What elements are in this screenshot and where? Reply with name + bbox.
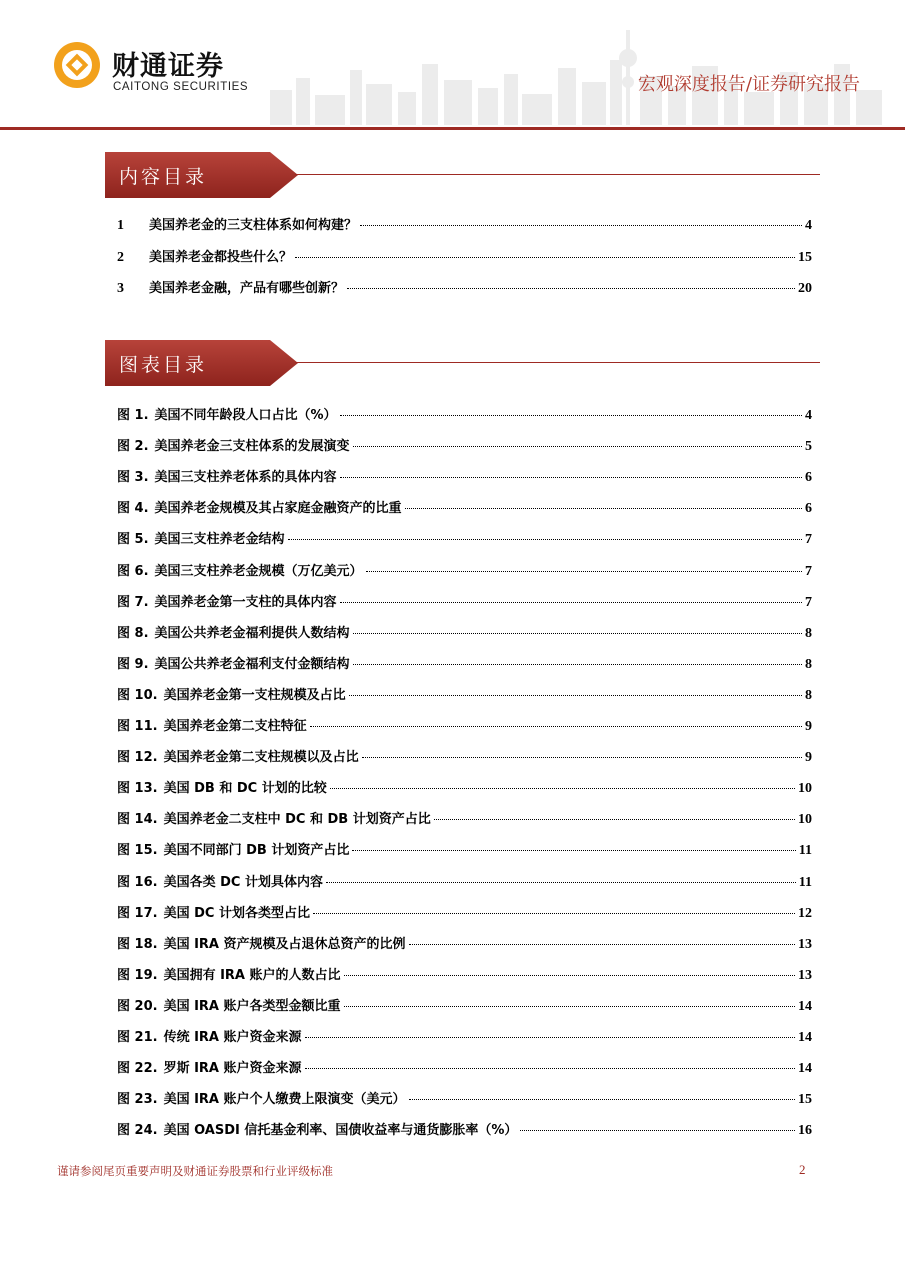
figure-item-label: 图 3. xyxy=(117,470,149,486)
figure-item-page: 14 xyxy=(798,1030,812,1045)
figure-item-title: 美国三支柱养老金结构 xyxy=(154,532,285,548)
header-divider xyxy=(0,127,905,130)
toc-item[interactable] xyxy=(117,214,812,234)
figure-item[interactable] xyxy=(117,871,812,891)
figure-item-title: 美国 OASDI 信托基金利率、国债收益率与通货膨胀率（%） xyxy=(163,1123,518,1139)
dot-leader xyxy=(344,975,795,976)
dot-leader xyxy=(434,819,795,820)
figure-item-page: 12 xyxy=(798,905,812,921)
figure-item[interactable] xyxy=(117,560,812,580)
figure-item-label: 图 6. xyxy=(117,563,149,579)
dot-leader xyxy=(409,944,795,945)
figure-item-page: 13 xyxy=(798,936,812,952)
figure-item-label: 图 9. xyxy=(117,656,149,672)
dot-leader xyxy=(340,477,802,478)
figure-item-page: 9 xyxy=(805,750,812,766)
figure-item-label: 图 7. xyxy=(117,594,149,610)
figure-item-label: 图 8. xyxy=(117,625,149,641)
figure-item-page: 8 xyxy=(805,687,812,703)
figure-item-title: 美国养老金二支柱中 DC 和 DB 计划资产占比 xyxy=(163,812,431,828)
figure-item[interactable] xyxy=(117,653,812,673)
figure-item-page: 4 xyxy=(805,408,812,423)
toc-item[interactable] xyxy=(117,277,812,297)
logo-chinese-name: 财通证券 xyxy=(112,51,224,82)
figure-item-title: 传统 IRA 账户资金来源 xyxy=(163,1030,302,1045)
figure-item-page: 7 xyxy=(805,532,812,548)
figure-item[interactable] xyxy=(117,839,812,859)
figure-item[interactable] xyxy=(117,1057,812,1077)
figure-item[interactable] xyxy=(117,933,812,953)
dot-leader xyxy=(326,882,796,883)
figure-item[interactable] xyxy=(117,622,812,642)
dot-leader xyxy=(353,664,802,665)
figure-item-title: 美国养老金第一支柱的具体内容 xyxy=(154,594,337,610)
figure-item-title: 美国不同年龄段人口占比（%） xyxy=(154,408,337,423)
figure-item-page: 7 xyxy=(805,594,812,610)
figure-item-title: 美国公共养老金福利提供人数结构 xyxy=(154,625,350,641)
figure-item[interactable] xyxy=(117,808,812,828)
figure-item[interactable] xyxy=(117,497,812,517)
figure-item-page: 16 xyxy=(798,1123,812,1139)
figure-item-label: 图 14. xyxy=(117,812,158,828)
page-header xyxy=(0,0,905,132)
figure-item-page: 8 xyxy=(805,656,812,672)
dot-leader xyxy=(353,446,802,447)
figure-item-title: 罗斯 IRA 账户资金来源 xyxy=(163,1061,302,1077)
dot-leader xyxy=(344,1006,795,1007)
toc-item-number: 1 xyxy=(117,218,124,233)
figure-item-page: 10 xyxy=(798,812,812,828)
figure-item-page: 7 xyxy=(805,563,812,579)
figure-item-page: 11 xyxy=(798,874,812,890)
figure-item-title: 美国 IRA 资产规模及占退休总资产的比例 xyxy=(163,936,406,952)
figure-item[interactable] xyxy=(117,777,812,797)
figure-item-label: 图 23. xyxy=(117,1092,158,1108)
dot-leader xyxy=(347,288,795,289)
dot-leader xyxy=(409,1099,795,1100)
figure-item-label: 图 21. xyxy=(117,1030,158,1045)
figure-item-label: 图 11. xyxy=(117,719,158,734)
figure-item-title: 美国养老金第二支柱规模以及占比 xyxy=(163,750,359,766)
figure-item-label: 图 13. xyxy=(117,781,158,797)
figure-item[interactable] xyxy=(117,1088,812,1108)
figure-item[interactable] xyxy=(117,404,812,424)
figure-item-page: 6 xyxy=(805,470,812,486)
dot-leader xyxy=(366,571,802,572)
figure-item[interactable] xyxy=(117,1026,812,1046)
figure-item-label: 图 19. xyxy=(117,967,158,983)
dot-leader xyxy=(295,257,795,258)
figure-item-title: 美国三支柱养老体系的具体内容 xyxy=(154,470,337,486)
figure-item-page: 13 xyxy=(798,967,812,983)
footer-disclaimer: 谨请参阅尾页重要声明及财通证券股票和行业评级标准 xyxy=(57,1164,333,1178)
figure-item-label: 图 20. xyxy=(117,998,158,1014)
figure-item-title: 美国拥有 IRA 账户的人数占比 xyxy=(163,967,341,983)
figure-item[interactable] xyxy=(117,964,812,984)
toc-heading: 内容目录 xyxy=(119,166,208,188)
toc-item-page: 4 xyxy=(805,218,812,233)
dot-leader xyxy=(340,602,802,603)
figure-item-label: 图 24. xyxy=(117,1123,158,1139)
figure-item[interactable] xyxy=(117,435,812,455)
figure-item[interactable] xyxy=(117,1119,812,1139)
figure-item-page: 10 xyxy=(798,781,812,797)
dot-leader xyxy=(405,508,802,509)
figure-item-label: 图 18. xyxy=(117,936,158,952)
figure-item[interactable] xyxy=(117,746,812,766)
logo-english-name: CAITONG SECURITIES xyxy=(113,81,249,93)
figure-item-title: 美国 IRA 账户个人缴费上限演变（美元） xyxy=(163,1092,406,1108)
figure-item-label: 图 10. xyxy=(117,687,158,703)
figure-item-page: 14 xyxy=(798,1061,812,1077)
figure-item-page: 5 xyxy=(805,439,812,455)
figure-item-page: 6 xyxy=(805,501,812,517)
figure-item-title: 美国 DB 和 DC 计划的比较 xyxy=(163,781,327,797)
banner-rule xyxy=(295,174,820,175)
toc-item[interactable] xyxy=(117,246,812,266)
figure-item-page: 15 xyxy=(798,1092,812,1108)
figure-item-title: 美国 IRA 账户各类型金额比重 xyxy=(163,998,341,1014)
figure-item-page: 11 xyxy=(798,843,812,859)
figure-item-label: 图 1. xyxy=(117,408,149,423)
figure-item-label: 图 17. xyxy=(117,905,158,921)
toc-item-page: 20 xyxy=(798,281,812,296)
figure-item-label: 图 16. xyxy=(117,874,158,890)
figure-item-label: 图 4. xyxy=(117,501,149,517)
figures-banner xyxy=(105,340,820,386)
figure-item-page: 9 xyxy=(805,719,812,734)
dot-leader xyxy=(288,539,802,540)
dot-leader xyxy=(313,913,795,914)
toc-item-title: 美国养老金融，产品有哪些创新？ xyxy=(149,281,345,296)
figure-item[interactable] xyxy=(117,995,812,1015)
figure-item[interactable] xyxy=(117,902,812,922)
dot-leader xyxy=(520,1130,795,1131)
dot-leader xyxy=(340,415,802,416)
figure-item-title: 美国各类 DC 计划具体内容 xyxy=(163,874,323,890)
dot-leader xyxy=(310,726,802,727)
dot-leader xyxy=(352,850,795,851)
toc-item-title: 美国养老金都投些什么？ xyxy=(149,250,293,265)
dot-leader xyxy=(353,633,802,634)
figure-item-label: 图 5. xyxy=(117,532,149,548)
dot-leader xyxy=(360,225,802,226)
dot-leader xyxy=(330,788,795,789)
figure-item-label: 图 15. xyxy=(117,843,158,859)
figure-item-title: 美国养老金第二支柱特征 xyxy=(163,719,307,734)
figure-item-title: 美国 DC 计划各类型占比 xyxy=(163,905,310,921)
figures-heading: 图表目录 xyxy=(119,354,208,376)
dot-leader xyxy=(362,757,802,758)
figure-item-label: 图 12. xyxy=(117,750,158,766)
figure-item-title: 美国三支柱养老金规模（万亿美元） xyxy=(154,563,363,579)
figure-item[interactable] xyxy=(117,528,812,548)
figure-item-page: 8 xyxy=(805,625,812,641)
figure-item-title: 美国养老金第一支柱规模及占比 xyxy=(163,687,346,703)
figure-item-label: 图 22. xyxy=(117,1061,158,1077)
toc-item-number: 3 xyxy=(117,281,124,296)
toc-item-title: 美国养老金的三支柱体系如何构建？ xyxy=(149,218,358,233)
dot-leader xyxy=(305,1037,795,1038)
figure-item-title: 美国养老金三支柱体系的发展演变 xyxy=(154,439,350,455)
caitong-logo-icon xyxy=(52,40,102,90)
dot-leader xyxy=(349,695,802,696)
toc-item-page: 15 xyxy=(798,250,812,265)
footer-page-number: 2 xyxy=(799,1162,806,1177)
figure-item[interactable] xyxy=(117,684,812,704)
banner-rule xyxy=(295,362,820,363)
figure-item-label: 图 2. xyxy=(117,439,149,455)
report-type-label: 宏观深度报告/证券研究报告 xyxy=(637,74,860,95)
figure-item-title: 美国公共养老金福利支付金额结构 xyxy=(154,656,350,672)
toc-banner xyxy=(105,152,820,198)
dot-leader xyxy=(305,1068,795,1069)
toc-item-number: 2 xyxy=(117,250,124,265)
figure-item-title: 美国不同部门 DB 计划资产占比 xyxy=(163,843,350,859)
figure-item[interactable] xyxy=(117,466,812,486)
figure-item-page: 14 xyxy=(798,998,812,1014)
figure-item-title: 美国养老金规模及其占家庭金融资产的比重 xyxy=(154,501,402,517)
figure-item[interactable] xyxy=(117,591,812,611)
figure-item[interactable] xyxy=(117,715,812,735)
